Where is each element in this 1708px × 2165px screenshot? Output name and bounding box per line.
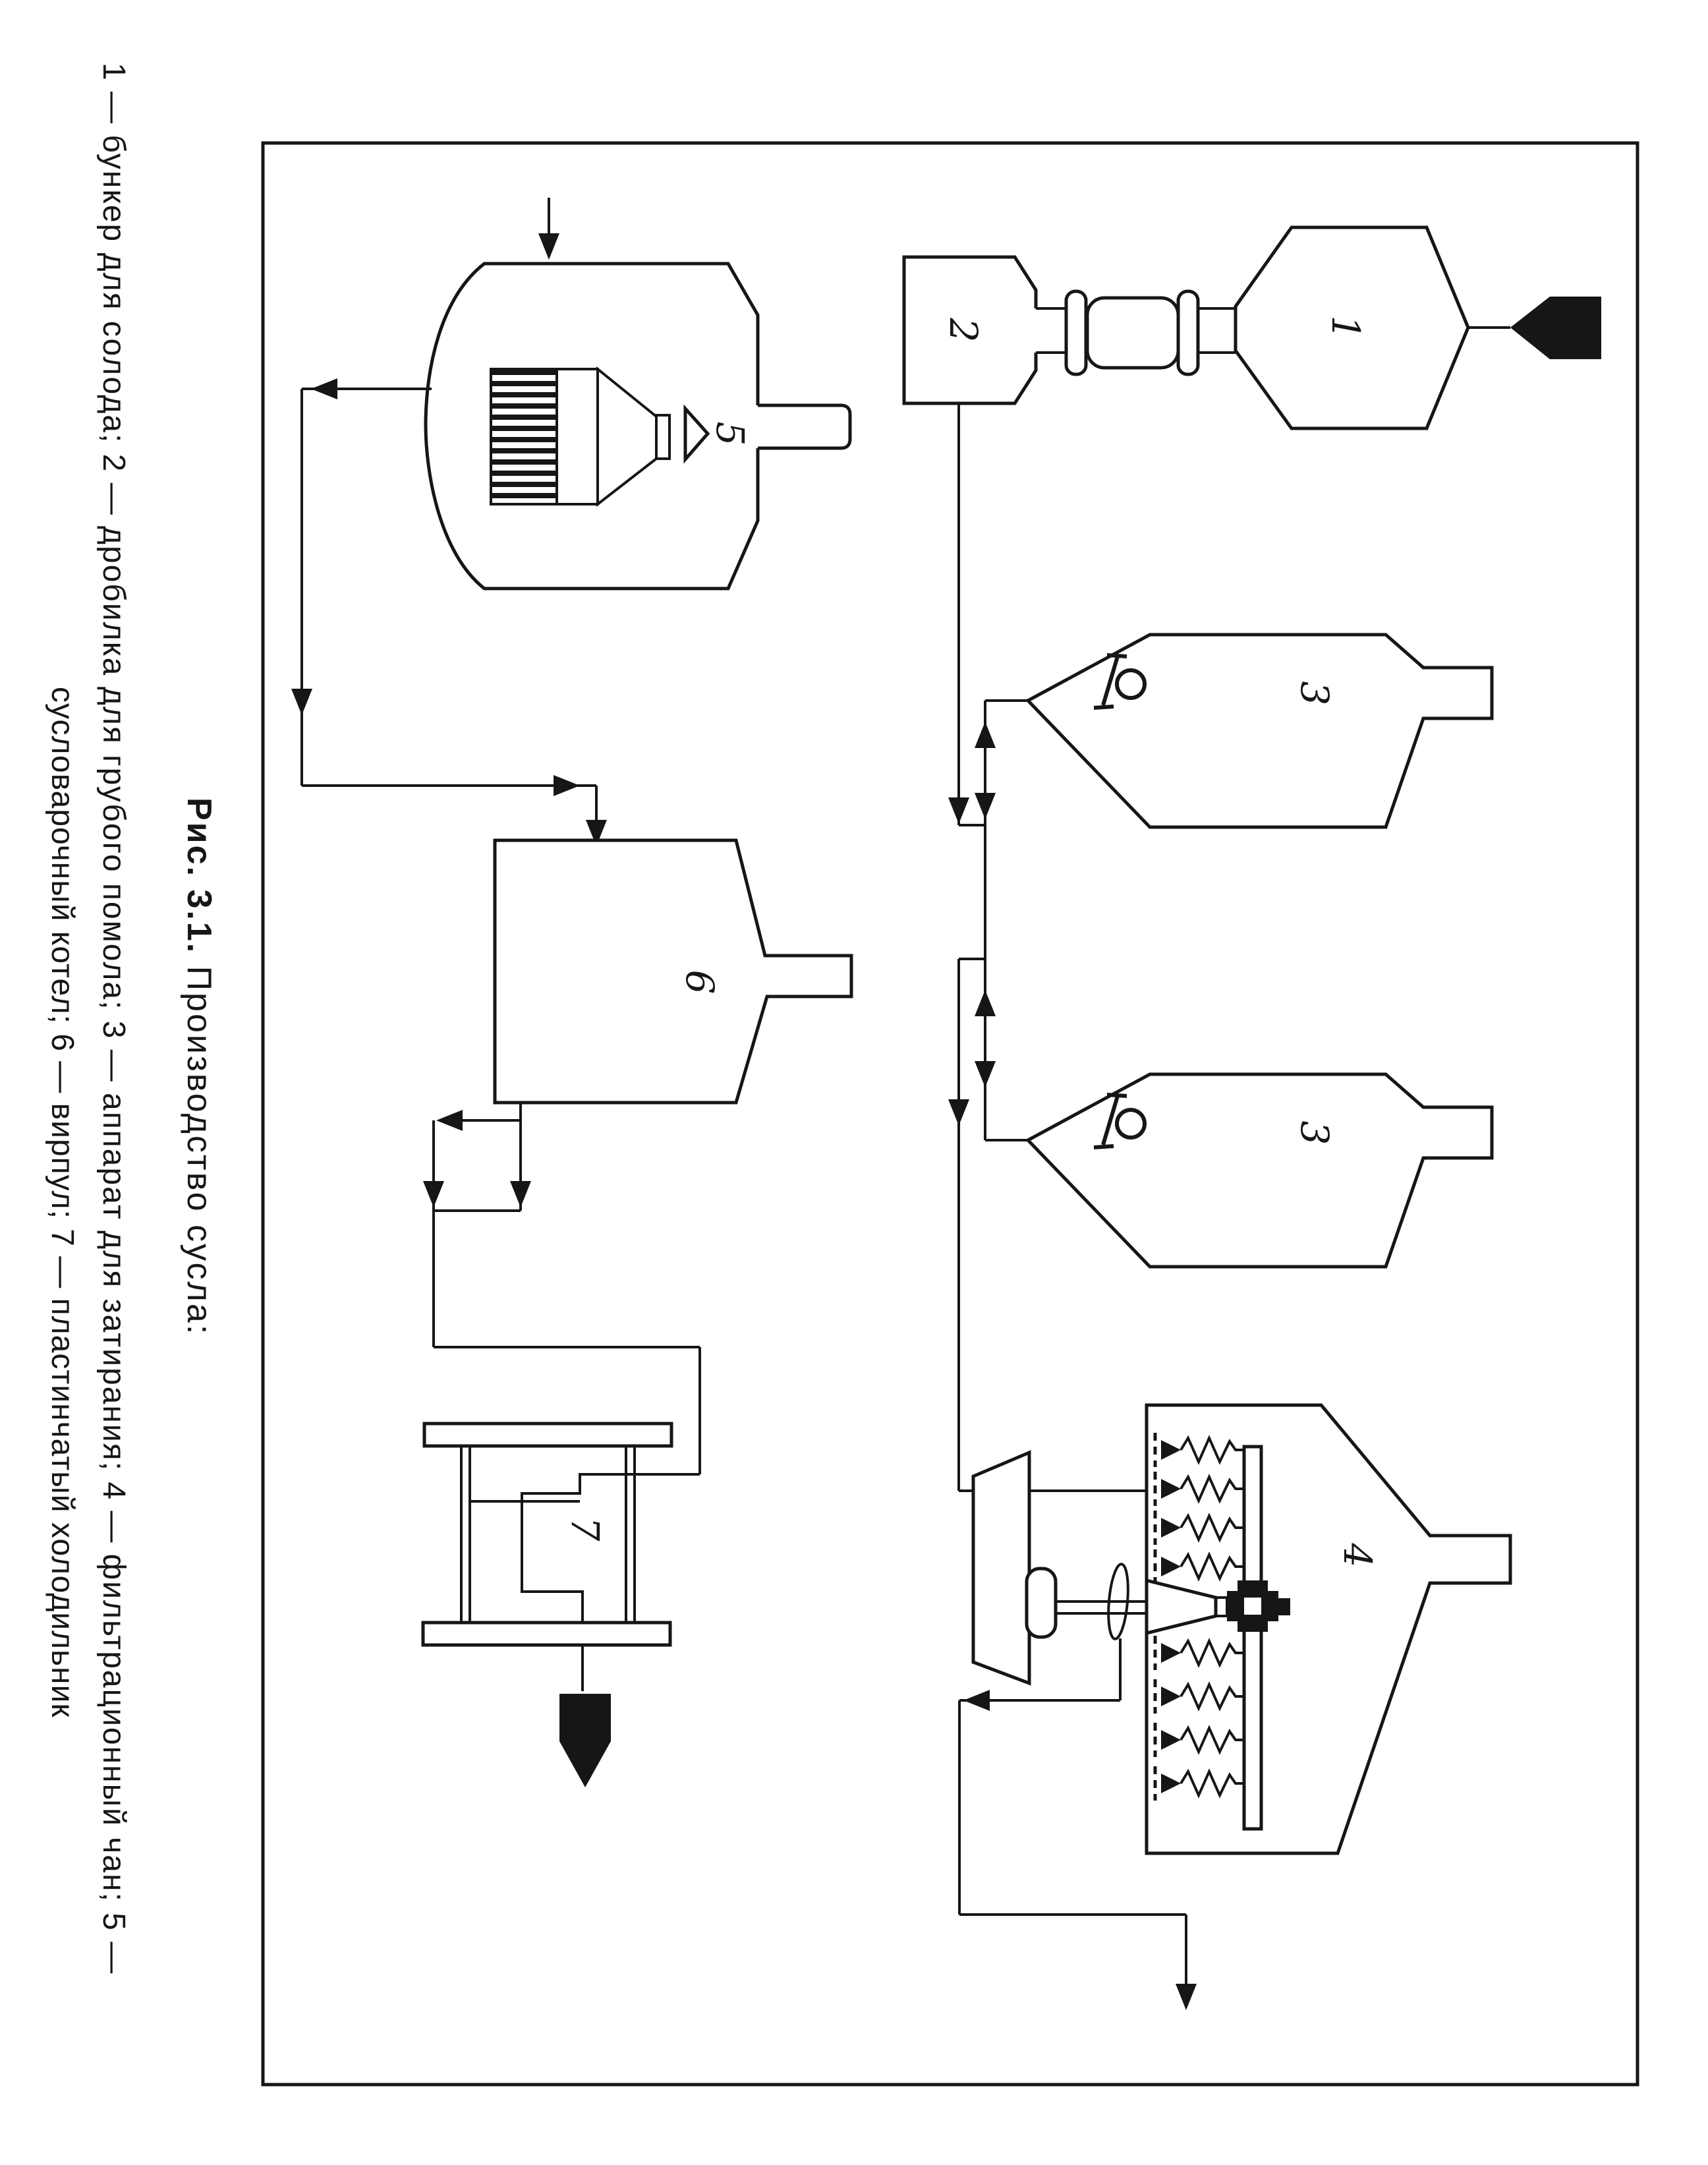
kettle-vapor-stub — [758, 405, 850, 448]
heater-spreader-icon — [685, 409, 708, 459]
false-bottom-sieve — [1244, 1447, 1261, 1829]
mash-tun-lower — [1028, 1074, 1492, 1267]
mill-unit — [904, 257, 1236, 403]
two-way-arrow-icon — [975, 722, 996, 748]
mash-tun-lower-label: 3 — [1292, 1120, 1337, 1145]
cooler-tie-bar — [461, 1446, 470, 1623]
wort-kettle-label: 5 — [708, 421, 753, 446]
mash-transfer-piping — [948, 403, 1147, 1491]
whirlpool-vessel — [423, 840, 851, 1691]
plate-cooler — [423, 1424, 671, 1787]
cooler-tie-bar — [626, 1446, 635, 1623]
hopper-label: 1 — [1323, 315, 1368, 340]
figure-title-text: Производство сусла: — [180, 954, 218, 1337]
two-way-arrow-icon — [975, 990, 996, 1016]
cooler-end-plate-top — [424, 1424, 671, 1446]
mill-label: 2 — [941, 318, 986, 343]
wort-kettle — [291, 198, 850, 846]
kettle-to-whirlpool-piping — [291, 378, 607, 846]
plate-cooler-label: 7 — [563, 1516, 608, 1542]
mill-flange-right — [1178, 291, 1198, 374]
internal-heater — [491, 369, 708, 504]
hopper-vessel — [1236, 227, 1601, 428]
mill-roller-drum — [1087, 298, 1178, 368]
lauter-tun — [959, 1405, 1510, 2010]
lauter-tun-label: 4 — [1335, 1543, 1380, 1568]
cooler-end-plate-bottom — [423, 1623, 670, 1645]
mill-flange-left — [1066, 291, 1086, 374]
figure-caption-line-1: 1 — бункер для солода; 2 — дробилка для грубого помола; 3 — аппарат для затирания; 4 — фильтрационный чан; 5 — — [96, 63, 131, 1975]
drive-motor — [1027, 1569, 1056, 1637]
mash-tun-upper-label: 3 — [1292, 681, 1337, 706]
drive-base — [973, 1453, 1029, 1683]
flow-exit-arrow-icon — [1176, 1984, 1197, 2010]
cold-wort-outlet-arrow-icon — [559, 1694, 611, 1787]
mash-tun-upper — [1028, 635, 1492, 827]
whirlpool-label: 6 — [677, 969, 722, 995]
malt-inlet-arrow-icon — [1510, 297, 1601, 359]
figure-number: Рис. 3.1. — [180, 797, 218, 955]
kettle-feed-arrow-icon — [538, 233, 559, 260]
figure-caption-line-2: сусловарочный котел; 6 — вирпул; 7 — пластинчатый холодильник — [45, 687, 80, 1718]
whirlpool-to-cooler-piping — [423, 1103, 700, 1691]
